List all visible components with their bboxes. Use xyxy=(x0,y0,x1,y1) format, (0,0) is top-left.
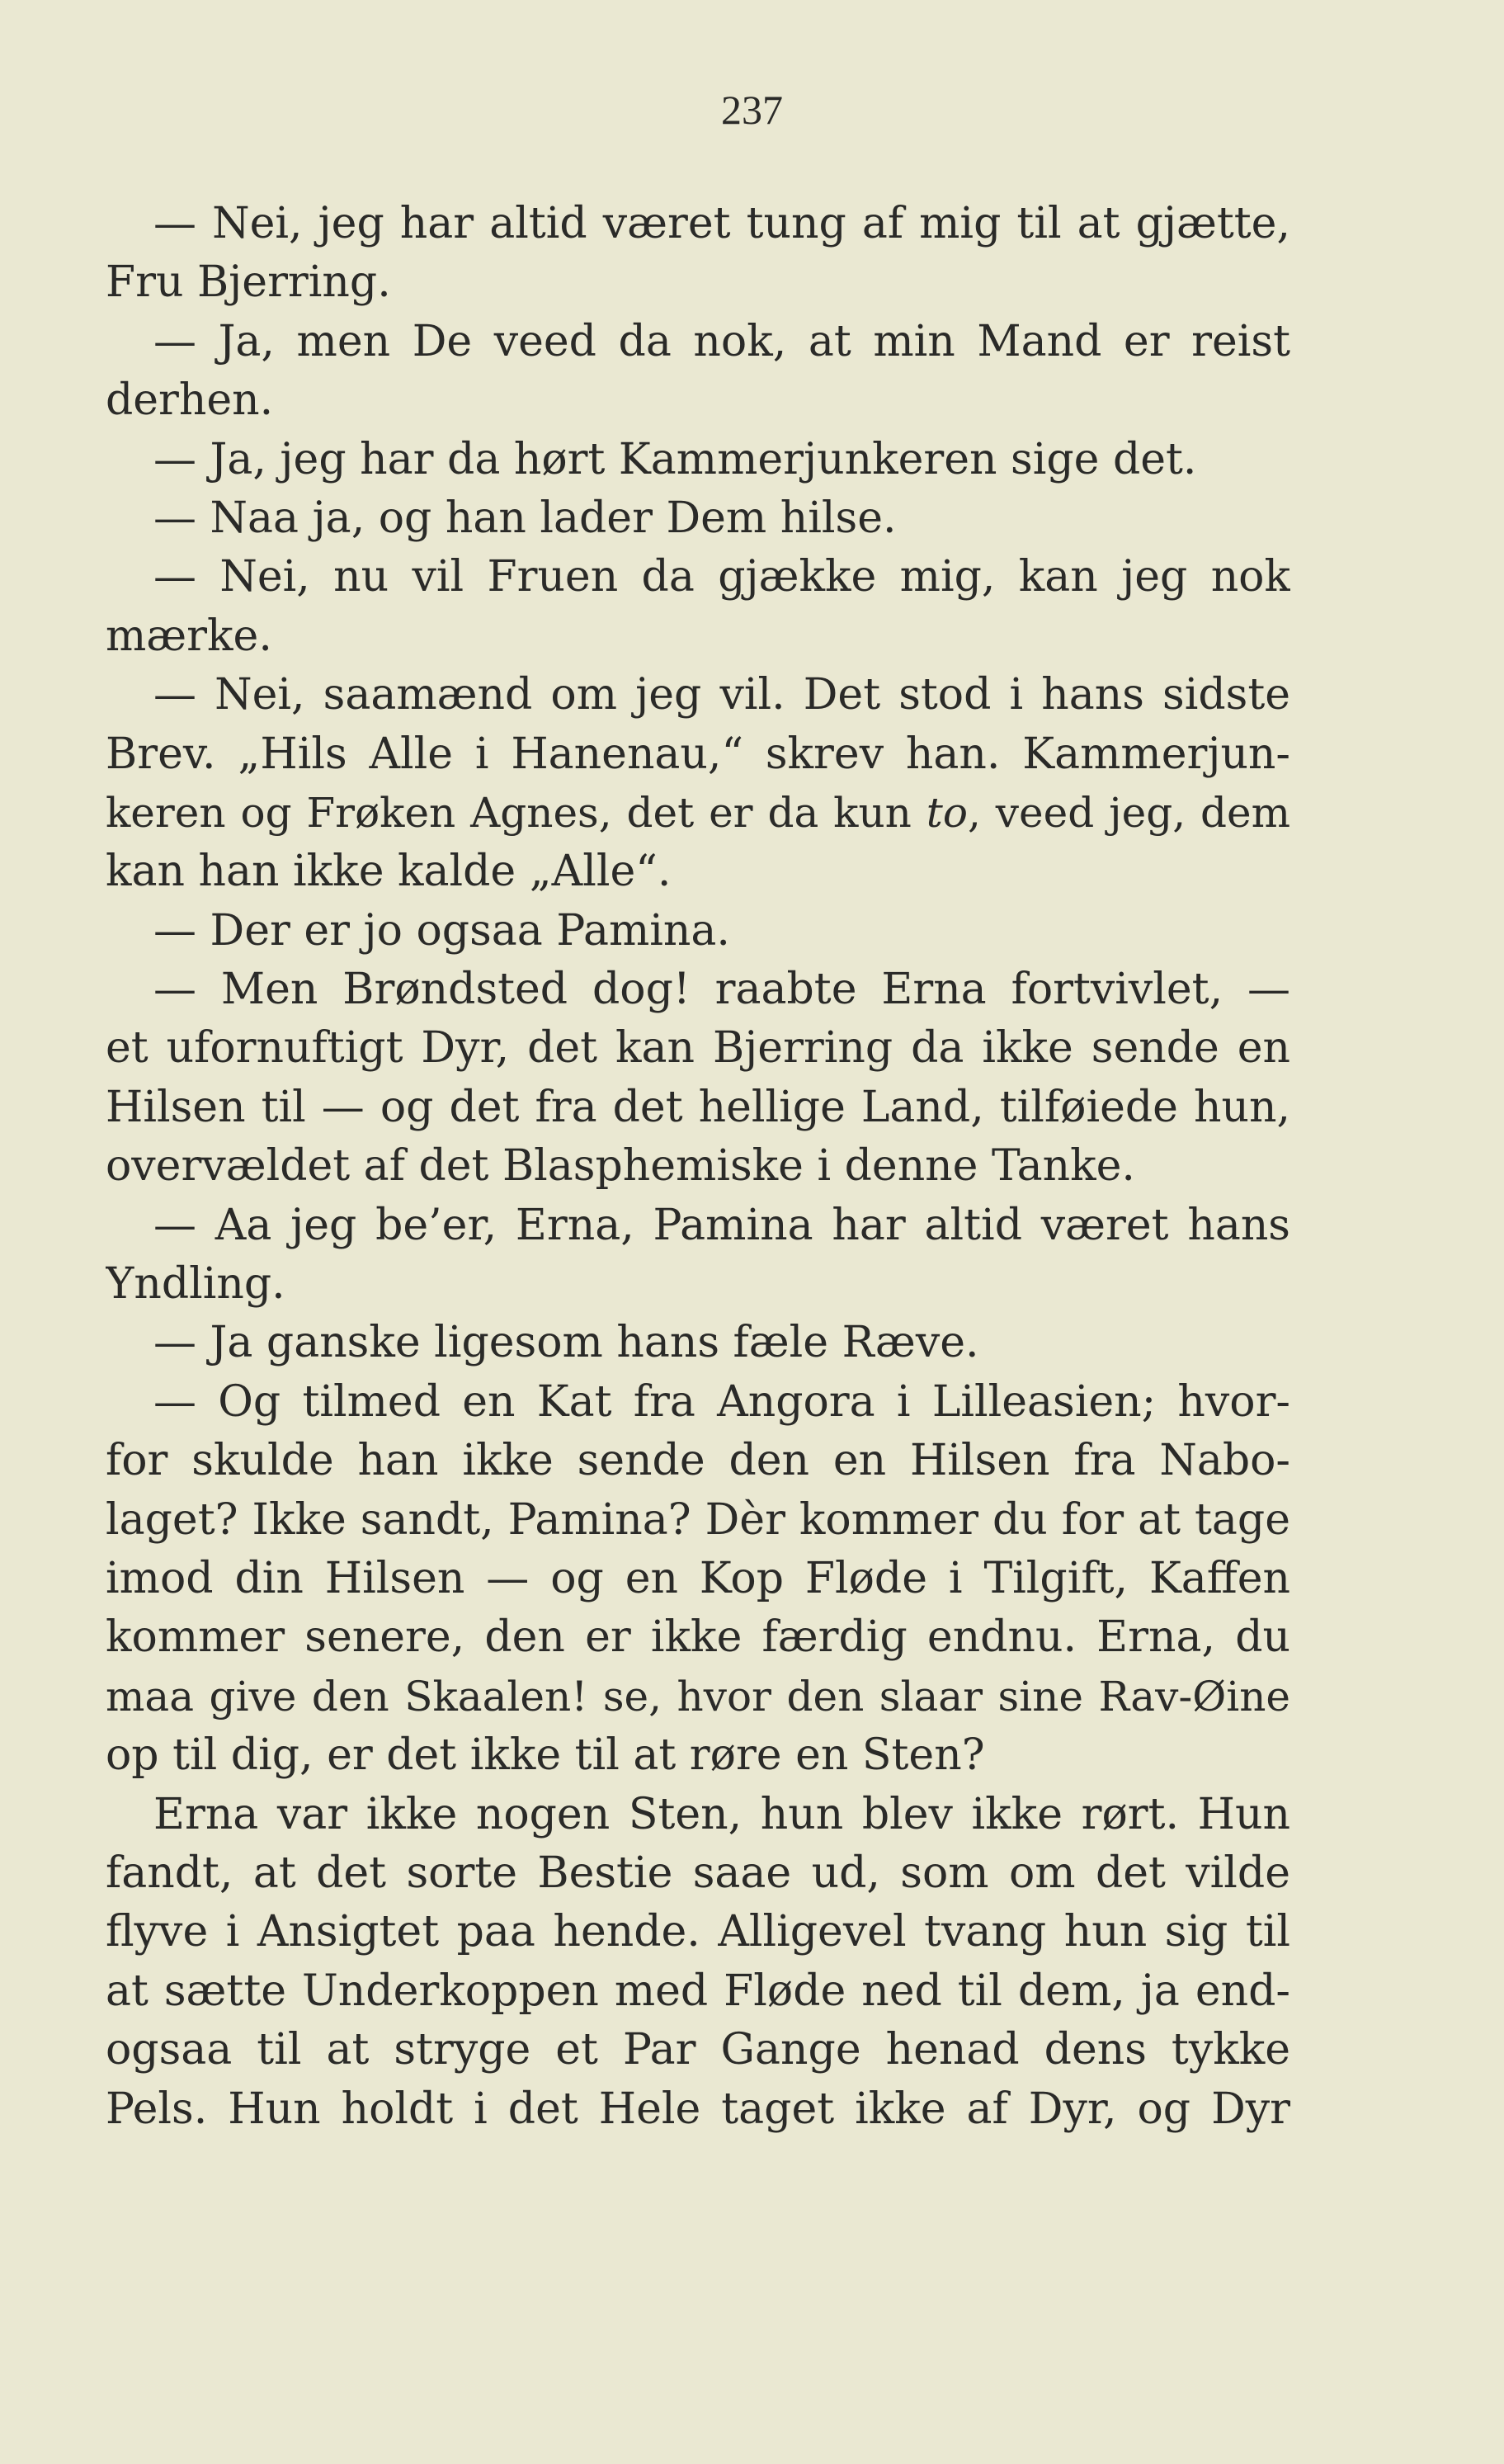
text-line: Yndling. xyxy=(106,1259,285,1310)
text-line: op til dig, er det ikke til at røre en Sten? xyxy=(106,1730,985,1781)
text-line: — Nei, jeg har altid været tung af mig til at gjætte, xyxy=(153,199,1290,248)
text-line: — Naa ja, og han lader Dem hilse. xyxy=(153,493,897,543)
text-line: Hilsen til — og det fra det hellige Land, tilføiede hun, xyxy=(106,1082,1290,1132)
text-line: Fru Bjerring. xyxy=(106,257,391,308)
text-line: derhen. xyxy=(106,375,274,426)
text-line: — Og tilmed en Kat fra Angora i Lilleasien; hvor- xyxy=(153,1376,1290,1427)
text-line: ogsaa til at stryge et Par Gange henad dens tykke xyxy=(106,2025,1290,2075)
text-line: keren og Frøken Agnes, det er da kun to, veed jeg, dem xyxy=(106,788,1290,837)
text-line: — Nei, nu vil Fruen da gjække mig, kan jeg nok xyxy=(153,552,1290,602)
text-line: Pels. Hun holdt i det Hele taget ikke af Dyr, og Dyr xyxy=(106,2084,1290,2134)
text-line: kommer senere, den er ikke færdig endnu. Erna, du xyxy=(106,1612,1290,1663)
text-line: — Ja, jeg har da hørt Kammerjunkeren sige det. xyxy=(153,434,1197,484)
text-line: overvældet af det Blasphemiske i denne Tanke. xyxy=(106,1141,1135,1192)
text-line: — Nei, saamænd om jeg vil. Det stod i hans sidste xyxy=(153,670,1290,720)
emphasis: to xyxy=(926,788,968,837)
text-line: maa give den Skaalen! se, hvor den slaar sine Rav-Øine xyxy=(106,1672,1290,1721)
text-line: fandt, at det sorte Bestie saae ud, som om det vilde xyxy=(106,1848,1290,1898)
text-line: Brev. „Hils Alle i Hanenau,“ skrev han. Kammerjun- xyxy=(106,729,1290,779)
text-line: Erna var ikke nogen Sten, hun blev ikke rørt. Hun xyxy=(153,1789,1290,1839)
text-line: at sætte Underkoppen med Fløde ned til dem, ja end- xyxy=(106,1966,1290,2016)
text-line: — Men Brøndsted dog! raabte Erna fortvivlet, — xyxy=(153,965,1290,1015)
text-line: mærke. xyxy=(106,611,272,661)
text-line: laget? Ikke sandt, Pamina? Dèr kommer du for at tage xyxy=(106,1494,1290,1545)
text-line: flyve i Ansigtet paa hende. Alligevel tvang hun sig til xyxy=(106,1907,1290,1957)
text-line: kan han ikke kalde „Alle“. xyxy=(106,847,672,897)
page-number: 237 xyxy=(721,87,783,133)
text-line: — Ja ganske ligesom hans fæle Ræve. xyxy=(153,1318,979,1368)
text-line: — Aa jeg be’er, Erna, Pamina har altid været hans xyxy=(153,1200,1290,1250)
body-text xyxy=(106,195,1290,2139)
text-line: — Der er jo ogsaa Pamina. xyxy=(153,905,730,956)
text-line: — Ja, men De veed da nok, at min Mand er reist xyxy=(153,316,1290,366)
text-line: et ufornuftigt Dyr, det kan Bjerring da ikke sende en xyxy=(106,1023,1290,1074)
text-line: for skulde han ikke sende den en Hilsen fra Nabo- xyxy=(106,1436,1290,1486)
text-line: imod din Hilsen — og en Kop Fløde i Tilgift, Kaffen xyxy=(106,1553,1290,1603)
